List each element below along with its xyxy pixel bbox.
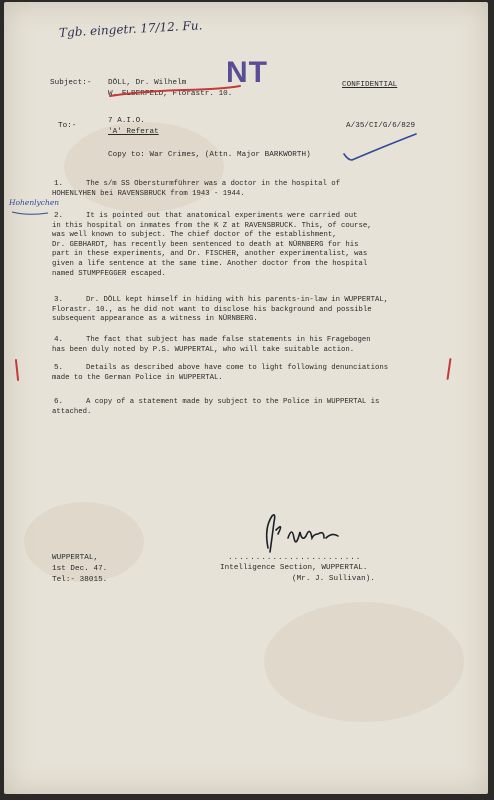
blue-check-mark-icon <box>340 130 420 166</box>
signature-dotted-line: ........................ <box>228 554 362 562</box>
paragraph <box>52 180 340 199</box>
paragraph-line: given a life sentence at the same time. Another doctor from the hospital <box>52 259 368 268</box>
paper-stain <box>264 602 464 722</box>
copy-to-line: Copy to: War Crimes, (Attn. Major BARKWORTH) <box>108 151 311 159</box>
footer-left-line: WUPPERTAL, <box>52 554 99 562</box>
subject-label: Subject:- <box>50 79 92 87</box>
paragraph-number: 4. <box>54 336 64 344</box>
handwritten-signature <box>254 508 354 558</box>
paragraph-line: Florastr. 10., as he did not want to disclose his background and possible <box>52 305 372 314</box>
margin-handwritten-note: Hohenlychen <box>9 198 60 207</box>
paragraph-number: 5. <box>54 364 64 372</box>
paragraph-line: part in these experiments, and Dr. FISCHER, another experimentalist, was <box>52 250 368 259</box>
recipient-line1: 7 A.I.O. <box>108 117 145 125</box>
paragraph-number: 6. <box>54 398 64 406</box>
to-label: To:- <box>58 122 77 130</box>
paragraph-line: made to the German Police in WUPPERTAL. <box>52 373 223 382</box>
subject-name: DÖLL, Dr. Wilhelm <box>108 79 187 87</box>
paragraph-line: was well known to subject. The chief doctor of the establishment, <box>52 231 337 240</box>
footer-left-line: Tel:- 38015. <box>52 576 108 584</box>
paragraph-line: HOHENLYHEN bei RAVENSBRUCK from 1943 - 1944. <box>52 189 245 198</box>
paragraph-line: subsequent appearance as a witness in NÜRNBERG. <box>52 315 258 324</box>
paragraph-number: 3. <box>54 296 64 304</box>
paragraph-line: in this hospital on inmates from the K Z at RAVENSBRUCK. This, of course, <box>52 221 372 230</box>
paragraph <box>52 212 372 279</box>
reference-number: A/35/CI/G/6/829 <box>346 122 416 130</box>
signatory-name: (Mr. J. Sullivan). <box>292 575 375 583</box>
paragraph-line: The s/m SS Obersturmführer was a doctor in the hospital of <box>86 180 340 188</box>
paragraph-number: 2. <box>54 212 64 220</box>
red-pencil-stroke <box>104 82 244 102</box>
paragraph-line: A copy of a statement made by subject to the Police in WUPPERTAL is <box>86 398 380 406</box>
blue-pencil-arrow <box>10 208 50 218</box>
paragraph-line: attached. <box>52 407 92 416</box>
document-page <box>4 2 488 794</box>
paragraph-line: has been duly noted by P.S. WUPPERTAL, who will take suitable action. <box>52 345 355 354</box>
red-margin-mark <box>446 358 451 380</box>
paragraph-line: Dr. DÖLL kept himself in hiding with his parents-in-law in WUPPERTAL, <box>86 296 389 304</box>
paragraph <box>52 398 379 417</box>
classification-label: CONFIDENTIAL <box>342 81 398 89</box>
paragraph-line: It is pointed out that anatomical experiments were carried out <box>86 212 358 220</box>
signatory-unit: Intelligence Section, WUPPERTAL. <box>220 564 368 572</box>
footer-left-line: 1st Dec. 47. <box>52 565 108 573</box>
red-margin-mark <box>15 359 19 381</box>
handwritten-registry-note: Tgb. eingetr. 17/12. Fu. <box>58 18 203 40</box>
paragraph <box>52 296 388 325</box>
recipient-line2: 'A' Referat <box>108 128 159 136</box>
paragraph-line: The fact that subject has made false statements in his Fragebogen <box>86 336 371 344</box>
paragraph-line: Dr. GEBHARDT, has recently been sentenced to death at NÜRNBERG for his <box>52 240 359 249</box>
subject-address: W. ELBERFELD, Florastr. 10. <box>108 90 233 98</box>
nt-stamp: NT <box>226 56 268 89</box>
paragraph-number: 1. <box>54 180 64 188</box>
paragraph-line: named STUMPFEGGER escaped. <box>52 269 166 278</box>
paragraph <box>52 364 388 383</box>
paragraph-line: Details as described above have come to light following denunciations <box>86 364 389 372</box>
paragraph <box>52 336 371 355</box>
